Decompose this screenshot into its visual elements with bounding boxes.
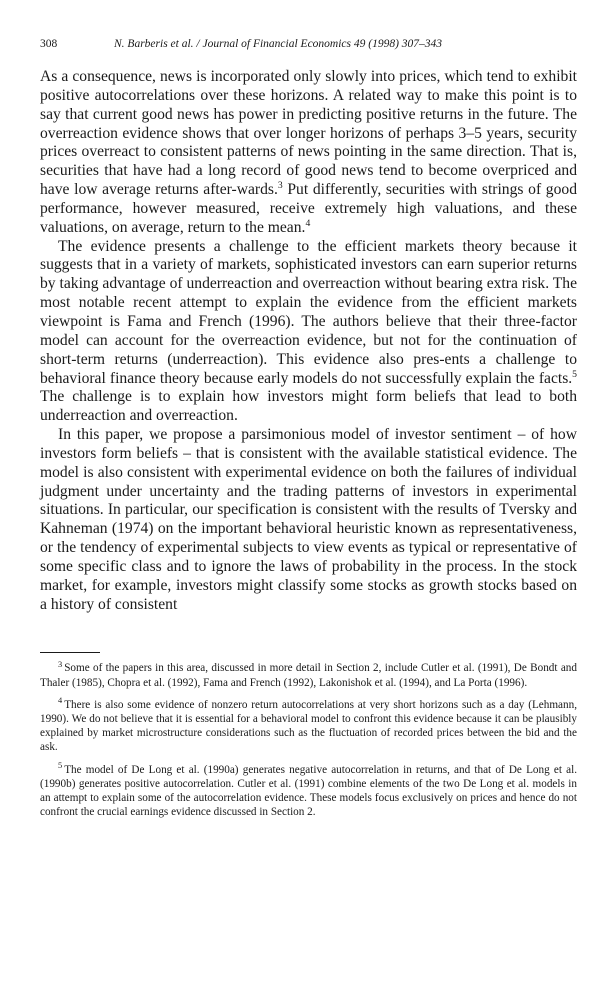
footnote-ref-4: 4 xyxy=(305,217,311,229)
body-text xyxy=(40,68,577,614)
journal-page xyxy=(40,38,577,828)
paragraph-2-text-a: The evidence presents a challenge to the efficient markets theory because it suggests that in a variety of markets, sophisticated investors can earn superior returns by taking advantage of underreaction and overreaction without bearing extra risk. The most notable recent attempt to explain the evidence from the efficient markets viewpoint is Fama and French (1996). The authors believe that their three-factor model can account for the overreaction evidence, but not for the continuation of short-term returns (underreaction). This evidence also pres-ents a challenge to behavioral finance theory because early models do not successfully explain the facts. xyxy=(40,237,577,387)
footnote-marker: 5 xyxy=(58,760,63,770)
footnote-ref-3: 3 xyxy=(277,179,283,191)
footnote-text: Some of the papers in this area, discussed in more detail in Section 2, include Cutler et al. (1991), De Bondt and Thaler (1985), Chopra et al. (1992), Fama and French (1992), Lakonishok et al. (1994), and La Porta (1996). xyxy=(40,662,577,689)
footnote-marker: 4 xyxy=(58,696,63,706)
footnote-5 xyxy=(40,760,577,820)
page-header xyxy=(40,38,577,58)
paragraph-1-text-a: As a consequence, news is incorporated only slowly into prices, which tend to exhibit positive autocorrelations over these horizons. A related way to make this point is to say that current good news has power in predicting positive returns in the future. The overreaction evidence shows that over longer horizons of perhaps 3–5 years, security prices overreact to consistent patterns of news pointing in the same direction. That is, securities that have had a long record of good news tend to become overpriced and have low average returns after-wards. xyxy=(40,68,577,199)
footnote-text: The model of De Long et al. (1990a) generates negative autocorrelation in returns, and that of De Long et al. (1990b) generates positive autocorrelation. Cutler et al. (1991) combine elements of the two De Long et al. models in an attempt to explain some of the autocorrelation evidence. These models focus exclusively on prices and hence do not confront the crucial earnings evidence discussed in Section 2. xyxy=(40,763,577,819)
paragraph-3-text: In this paper, we propose a parsimonious model of investor sentiment – of how investors form beliefs – that is consistent with the available statistical evidence. The model is also consistent with experimental evidence on both the failures of individual judgment under uncertainty and the trading patterns of investors in experimental situations. In particular, our specification is consistent with the results of Tversky and Kahneman (1974) on the important behavioral heuristic known as representativeness, or the tendency of experimental subjects to view events as typical or representative of some specific class and to ignore the laws of probability in the process. In the stock market, for example, investors might classify some stocks as growth stocks based on a history of consistent xyxy=(40,426,577,613)
footnote-ref-5: 5 xyxy=(572,368,577,380)
footnote-separator xyxy=(40,652,100,653)
running-head: N. Barberis et al. / Journal of Financial Economics 49 (1998) 307–343 xyxy=(114,38,443,50)
paragraph-1-text-b: Put differently, securities with strings of good performance, however measured, receive extremely high valuations, and these valuations, on average, return to the mean. xyxy=(40,181,577,236)
footnotes xyxy=(40,661,577,819)
footnote-4 xyxy=(40,698,577,755)
footnote-text: There is also some evidence of nonzero return autocorrelations at very short horizons such as a day (Lehmann, 1990). We do not believe that it is essential for a behavioral model to confront this evidence because it can be plausibly explained by market microstructure considerations such as the fluctuation of recorded prices between the bid and the ask. xyxy=(40,698,577,754)
paragraph-2 xyxy=(40,238,577,426)
paragraph-2-text-b: The challenge is to explain how investors might form beliefs that lead to both underreaction and overreaction. xyxy=(40,388,577,425)
footnote-3 xyxy=(40,661,577,689)
page-number: 308 xyxy=(40,38,58,50)
footnote-marker: 3 xyxy=(58,659,63,669)
paragraph-1 xyxy=(40,68,577,238)
paragraph-3 xyxy=(40,426,577,614)
